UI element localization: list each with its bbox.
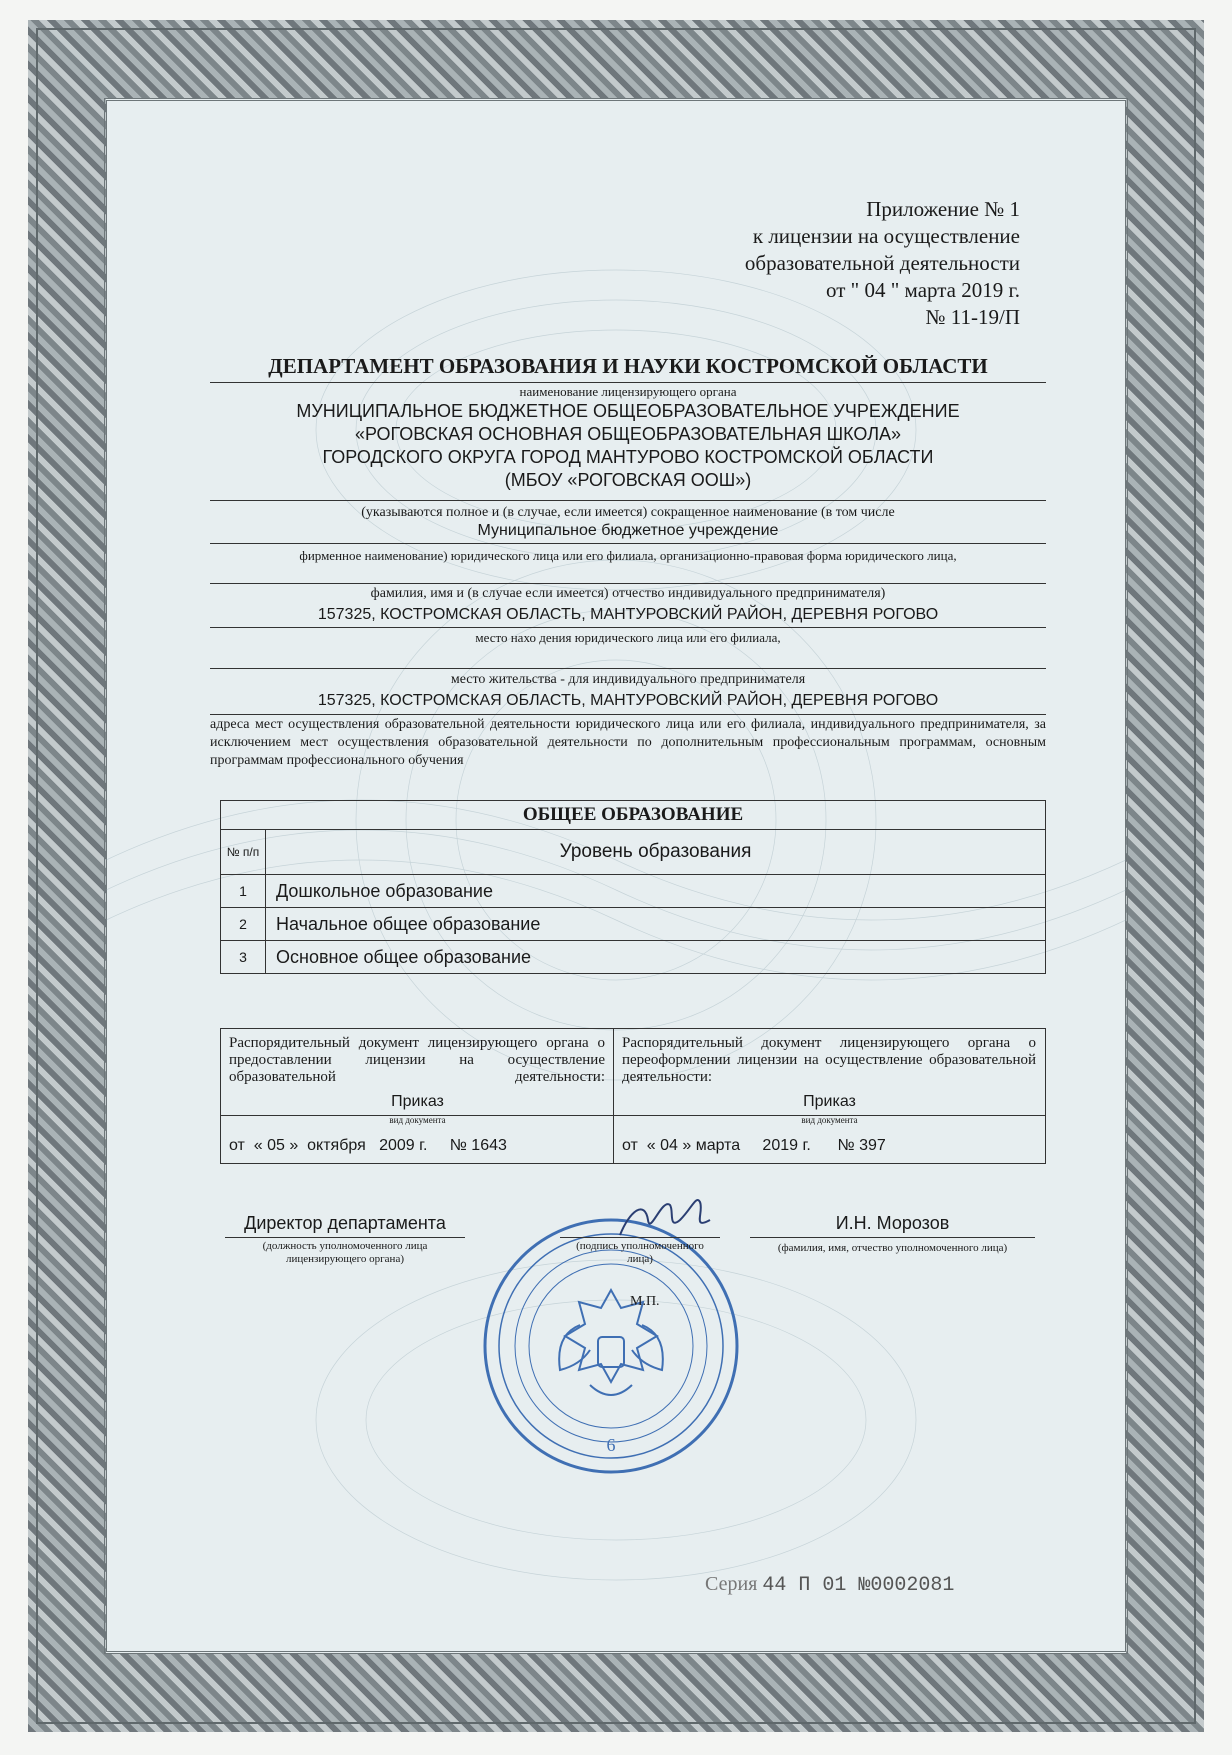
signer-position-caption: (должность уполномоченного лица лицензирующего органа): [262, 1240, 428, 1265]
appendix-number: Приложение № 1: [866, 197, 1020, 221]
orders-block: [220, 1028, 1046, 1164]
order-reissue: [614, 1029, 1045, 1163]
table-row: [221, 875, 1046, 908]
divider: [210, 627, 1046, 628]
appendix-header: [600, 196, 1020, 331]
divider: [210, 543, 1046, 544]
series-label: Серия: [705, 1573, 758, 1595]
education-levels-table: [220, 800, 1046, 974]
order-issue: [221, 1029, 614, 1163]
activity-address: 157325, КОСТРОМСКАЯ ОБЛАСТЬ, МАНТУРОВСКИЙ РАЙОН, ДЕРЕВНЯ РОГОВО: [317, 692, 939, 709]
organization-name-line: МУНИЦИПАЛЬНОЕ БЮДЖЕТНОЕ ОБЩЕОБРАЗОВАТЕЛЬНОЕ УЧРЕЖДЕНИЕ: [296, 401, 960, 421]
signer-name-caption: (фамилия, имя, отчество уполномоченного лица): [777, 1242, 1008, 1254]
divider: [225, 1237, 465, 1238]
seal-place-label: М.П.: [630, 1294, 660, 1309]
order-issue-date: от « 05 » октября 2009 г. № 1643: [229, 1137, 507, 1154]
table-row: [221, 941, 1046, 974]
organization-name-line: «РОГОВСКАЯ ОСНОВНАЯ ОБЩЕОБРАЗОВАТЕЛЬНАЯ ШКОЛА»: [354, 424, 902, 444]
organization-short-name: (МБОУ «РОГОВСКАЯ ООШ»): [504, 470, 752, 490]
column-header-number: № п/п: [221, 830, 266, 875]
organization-name-line: ГОРОДСКОГО ОКРУГА ГОРОД МАНТУРОВО КОСТРОМСКОЙ ОБЛАСТИ: [322, 447, 934, 467]
divider: [560, 1237, 720, 1238]
row-number: 3: [221, 941, 266, 974]
activity-address-caption: адреса мест осуществления образовательной деятельности юридического лица или его филиала, индивидуального предпринимателя, за исключением мест осуществления образовательной деятельности по дополнительным профессиональным программам, основным программам профессионального обучения: [210, 717, 1046, 768]
authority-caption: наименование лицензирующего органа: [519, 384, 737, 399]
signer-position: Директор департамента: [244, 1213, 446, 1233]
residence-caption: место жительства - для индивидуального предпринимателя: [450, 672, 806, 687]
appendix-date: от " 04 " марта 2019 г.: [826, 278, 1020, 302]
svg-text:6: 6: [606, 1435, 616, 1455]
signer-name: И.Н. Морозов: [835, 1213, 950, 1233]
series-value: 44 П 01 №0002081: [762, 1574, 955, 1597]
order-issue-type: Приказ: [391, 1093, 444, 1110]
order-reissue-heading: Распорядительный документ лицензирующего органа о переоформлении лицензии на осуществление образовательной деятельности:: [622, 1035, 1036, 1085]
location-caption: место нахо дения юридического лица или его филиала,: [475, 630, 781, 645]
divider: [210, 583, 1046, 584]
divider: [210, 714, 1046, 715]
order-reissue-type-caption: вид документа: [801, 1115, 858, 1125]
divider: [210, 382, 1046, 383]
divider: [210, 668, 1046, 669]
column-header-level: Уровень образования: [266, 830, 1046, 875]
table-row: [221, 908, 1046, 941]
divider: [750, 1237, 1035, 1238]
organization-name: [210, 400, 1046, 492]
series-number: [705, 1573, 954, 1597]
entrepreneur-caption: фамилия, имя и (в случае если имеется) отчество индивидуального предпринимателя): [370, 586, 886, 601]
signature-caption: (подпись уполномоченного лица): [576, 1240, 704, 1265]
legal-form-caption: фирменное наименование) юридического лица или его филиала, организационно-правовая форма юридического лица,: [299, 548, 957, 563]
legal-form: Муниципальное бюджетное учреждение: [477, 522, 779, 539]
row-number: 2: [221, 908, 266, 941]
order-issue-type-caption: вид документа: [389, 1115, 446, 1125]
appendix-reg-number: № 11-19/П: [925, 305, 1020, 329]
row-level: Начальное общее образование: [266, 908, 1046, 941]
order-issue-heading: Распорядительный документ лицензирующего органа о предоставлении лицензии на осуществление образовательной деятельности:: [229, 1035, 605, 1085]
divider: [210, 500, 1046, 501]
appendix-license-ref: к лицензии на осуществление: [752, 224, 1020, 248]
appendix-activity: образовательной деятельности: [744, 251, 1020, 275]
location-address: 157325, КОСТРОМСКАЯ ОБЛАСТЬ, МАНТУРОВСКИЙ РАЙОН, ДЕРЕВНЯ РОГОВО: [317, 606, 939, 623]
education-table-title: ОБЩЕЕ ОБРАЗОВАНИЕ: [221, 801, 1046, 830]
row-number: 1: [221, 875, 266, 908]
row-level: Основное общее образование: [266, 941, 1046, 974]
row-level: Дошкольное образование: [266, 875, 1046, 908]
organization-caption: (указываются полное и (в случае, если имеется) сокращенное наименование (в том числе: [361, 505, 895, 520]
order-reissue-date: от « 04 » марта 2019 г. № 397: [622, 1137, 886, 1154]
authority-name: ДЕПАРТАМЕНТ ОБРАЗОВАНИЯ И НАУКИ КОСТРОМСКОЙ ОБЛАСТИ: [268, 354, 988, 378]
order-reissue-type: Приказ: [803, 1093, 856, 1110]
